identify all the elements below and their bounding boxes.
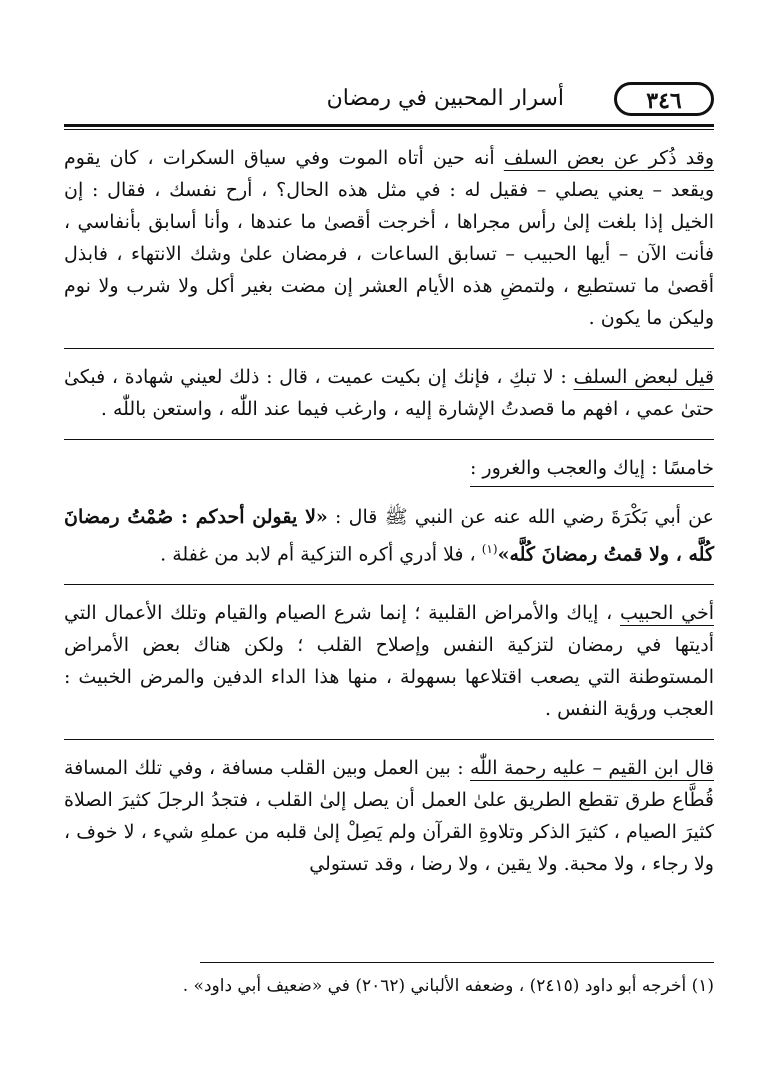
header-rule-thick (64, 124, 714, 127)
page-number: ٣٤٦ (614, 82, 714, 116)
footnote-reference: (١) (481, 542, 498, 556)
paragraph-3 (64, 501, 714, 570)
paragraph-2-lead: قيل لبعض السلف (573, 366, 714, 388)
hadith-quote: «لا يقولن أحدكم : صُمْتُ رمضانَ كُلَّه ، ولا قمتُ رمضانَ كُلَّه» (64, 506, 714, 566)
paragraph-5-text: : بين العمل وبين القلب مسافة ، وفي تلك المسافة قُطَّاع طرق تقطع الطريق علىٰ العمل أن يصل إلىٰ القلب ، فتجدُ الرجلَ كثيرَ الصلاة كثيرَ الصيام ، كثيرَ الذكر وتلاوةِ القرآن ولم يَصِلْ إلىٰ قلبه من عملهِ شيء ، لا خوف ، ولا رجاء ، ولا محبة. ولا يقين ، ولا رضا ، وقد تستولي (64, 757, 714, 876)
hadith-comment: ، فلا أدري أكره التزكية أم لابد من غفلة . (160, 543, 482, 566)
paragraph-1 (64, 142, 714, 334)
paragraph-1-text: أنه حين أتاه الموت وفي سياق السكرات ، كان يقوم ويقعد – يعني يصلي – فقيل له : في مثل هذه الحال؟ ، أرح نفسك ، فقال : إن الخيل إذا بلغت إلىٰ رأس مجراها ، أخرجت أقصىٰ ما عندها ، وأنا أسابق بأنفاسي ، فأنت الآن – أيها الحبيب – تسابق الساعات ، فرمضان علىٰ وشك الانتهاء ، فابذل أقصىٰ ما تستطيع ، ولتمضِ هذه الأيام العشر إن مضت بغير أكل ولا شرب ولا نوم وليكن ما يكون . (64, 147, 714, 329)
page-header (64, 80, 714, 122)
footnote: (١) أخرجه أبو داود (٢٤١٥) ، وضعفه الألباني (٢٠٦٢) في «ضعيف أبي داود» . (182, 976, 714, 996)
paragraph-4-text: ، إياك والأمراض القلبية ؛ إنما شرع الصيام والقيام وتلك الأعمال التي أديتها في رمضان لتزكية النفس وإصلاح القلب ؛ ولكن هناك بعض الأمراض المستوطنة التي يصعب اقتلاعها بسهولة ، منها هذا الداء الدفين والمرض الخبيث : العجب ورؤية النفس . (64, 602, 714, 721)
hadith-intro: عن أبي بَكْرَةَ رضي الله عنه عن النبي ﷺ قال : (327, 506, 714, 528)
paragraph-1-lead: وقد ذُكر عن بعض السلف (503, 147, 714, 169)
paragraph-4-lead: أخي الحبيب (619, 602, 714, 625)
paragraph-divider (64, 584, 714, 585)
paragraph-2 (64, 361, 714, 425)
paragraph-2-text: : لا تبكِ ، فإنك إن بكيت عميت ، قال : ذلك لعيني شهادة ، فبكىٰ حتىٰ عمي ، افهم ما قصدتُ الإشارة إليه ، وارغب فيما عند اللّٰه ، واستعن باللّٰه . (64, 366, 714, 420)
paragraph-divider (64, 739, 714, 740)
header-rule-thin (64, 129, 714, 130)
section-heading-wrap (64, 452, 714, 487)
paragraph-divider (64, 348, 714, 349)
paragraph-divider (64, 439, 714, 440)
paragraph-4 (64, 597, 714, 725)
section-heading: خامسًا : إياك والعجب والغرور : (470, 452, 714, 487)
paragraph-5-lead: قال ابن القيم – عليه رحمة اللّٰه (470, 757, 714, 780)
paragraph-5 (64, 752, 714, 880)
running-title: أسرار المحبين في رمضان (326, 86, 564, 111)
footnote-rule (200, 962, 714, 963)
body-text (64, 142, 714, 880)
